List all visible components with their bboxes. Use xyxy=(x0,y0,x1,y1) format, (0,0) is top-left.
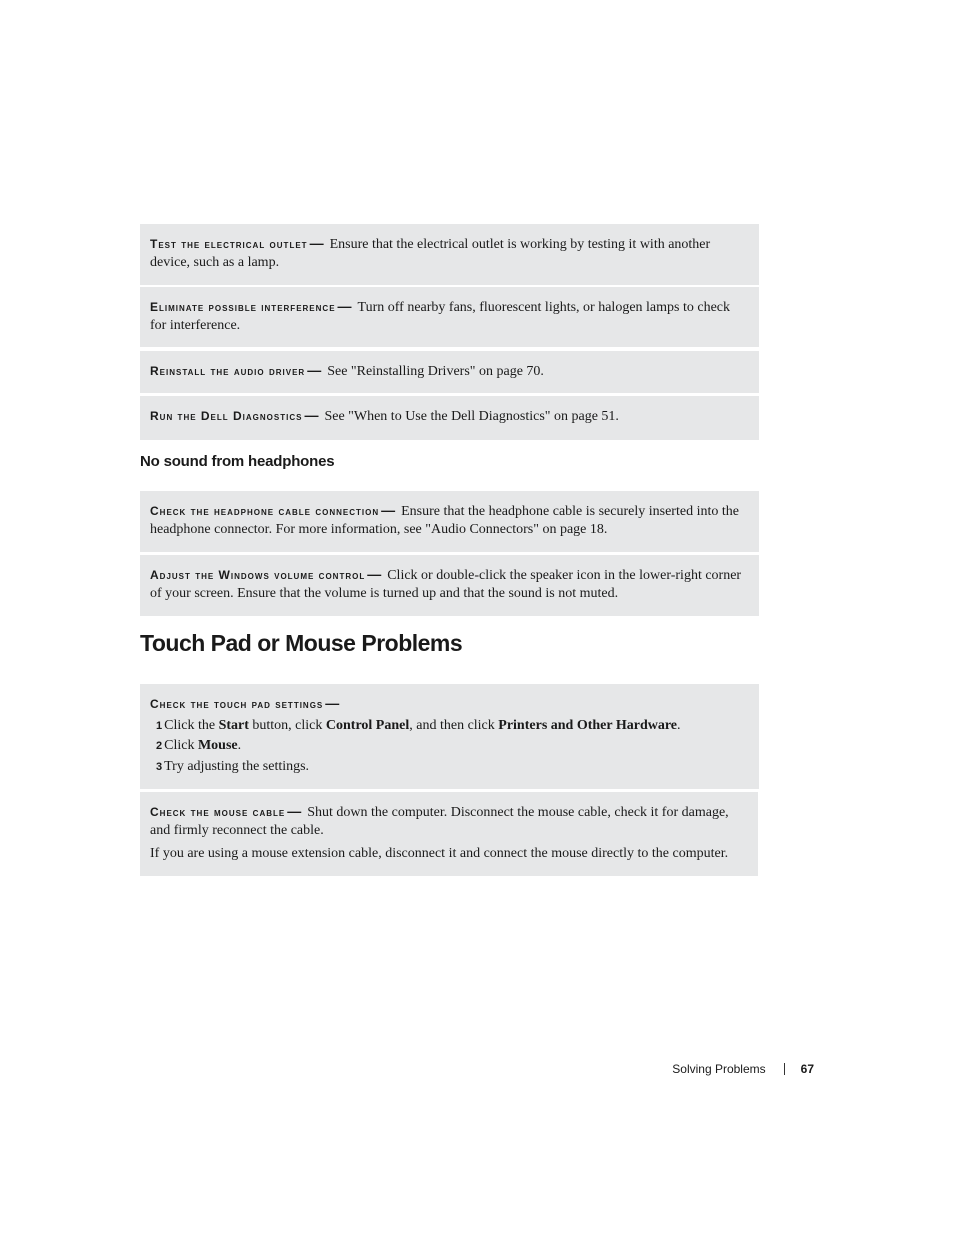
tip-lead: Adjust the Windows volume control xyxy=(150,568,366,582)
ui-label-mouse: Mouse xyxy=(197,738,238,753)
tip-text: See "When to Use the Dell Diagnostics" on page 51. xyxy=(324,409,619,424)
step-list xyxy=(150,716,749,778)
tip-touch-pad-settings: Check the touch pad settings — 1 Click the Start button, click Control Panel, and then click Printers and Other Hardware. 2 Click Mouse. 3 Try adjusting the settings. xyxy=(140,684,759,789)
tip-text: Click or double-click the speaker icon in the lower-right corner of your screen. Ensure that the volume is turned up and that the sound is not muted. xyxy=(150,568,742,601)
page-number: 67 xyxy=(800,1062,814,1076)
page-footer xyxy=(600,1062,814,1076)
heading-touch-pad-mouse: Touch Pad or Mouse Problems xyxy=(140,630,463,656)
tip-text: Ensure that the electrical outlet is working by testing it with another device, such as a lamp. xyxy=(150,237,711,270)
footer-section-title: Solving Problems xyxy=(672,1062,766,1076)
tip-headphone-cable: Check the headphone cable connection — Ensure that the headphone cable is securely inserted into the headphone connector. For more information, see "Audio Connectors" on page 18. xyxy=(140,491,759,552)
tip-lead: Reinstall the audio driver xyxy=(150,364,306,378)
tip-lead: Check the mouse cable xyxy=(150,805,286,819)
tip-lead: Eliminate possible interference xyxy=(150,300,336,314)
tip-volume-control: Adjust the Windows volume control — Click or double-click the speaker icon in the lower-right corner of your screen. Ensure that the volume is turned up and that the sound is not muted. xyxy=(140,555,759,616)
tip-interference: Eliminate possible interference — Turn off nearby fans, fluorescent lights, or halogen lamps to check for interference. xyxy=(140,287,759,347)
tip-mouse-cable: Check the mouse cable — Shut down the computer. Disconnect the mouse cable, check it for damage, and firmly reconnect the cable. If you are using a mouse extension cable, disconnect it and connect the mouse directly to the computer. xyxy=(140,792,758,876)
tip-reinstall-driver: Reinstall the audio driver — See "Reinstalling Drivers" on page 70. xyxy=(140,351,759,393)
footer-divider xyxy=(784,1063,785,1075)
tip-dell-diagnostics: Run the Dell Diagnostics — See "When to Use the Dell Diagnostics" on page 51. xyxy=(140,396,759,440)
ui-label-start: Start xyxy=(218,717,249,733)
ui-label-printers-hardware: Printers and Other Hardware xyxy=(498,717,678,733)
heading-no-sound-headphones: No sound from headphones xyxy=(140,453,335,470)
tip-electrical-outlet: Test the electrical outlet — Ensure that the electrical outlet is working by testing it with another device, such as a lamp. xyxy=(140,224,759,285)
step-item: 2 Click Mouse. xyxy=(156,738,242,753)
tip-text-extension: If you are using a mouse extension cable, disconnect it and connect the mouse directly to the computer. xyxy=(150,846,729,861)
tip-text: Shut down the computer. Disconnect the mouse cable, check it for damage, and firmly reconnect the cable. xyxy=(150,805,729,838)
tip-text: Turn off nearby fans, fluorescent lights, or halogen lamps to check for interference. xyxy=(150,300,731,333)
tip-lead: Check the touch pad settings xyxy=(150,697,324,711)
step-item: 3 Try adjusting the settings. xyxy=(156,758,310,774)
step-item: 1 Click the Start button, click Control Panel, and then click Printers and Other Hardware. xyxy=(156,717,681,733)
ui-label-control-panel: Control Panel xyxy=(325,717,410,733)
tip-lead: Test the electrical outlet xyxy=(150,237,308,251)
tip-text: See "Reinstalling Drivers" on page 70. xyxy=(327,364,544,379)
tip-lead: Check the headphone cable connection xyxy=(150,504,380,518)
tip-text: Ensure that the headphone cable is securely inserted into the headphone connector. For more information, see "Audio Connectors" on page 18. xyxy=(150,504,739,537)
tip-lead: Run the Dell Diagnostics xyxy=(150,409,303,423)
